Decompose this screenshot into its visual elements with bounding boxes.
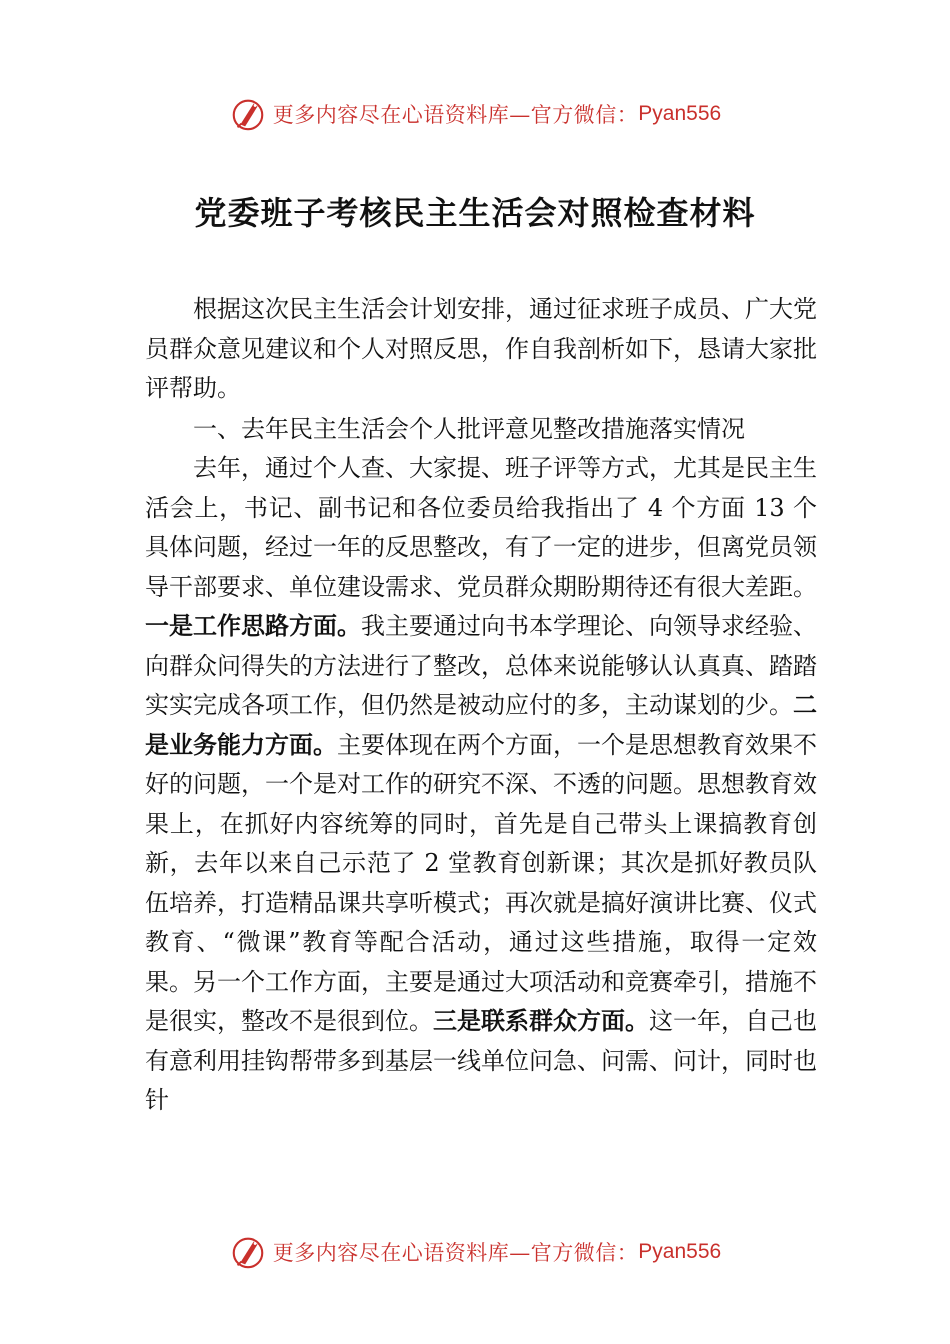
section-heading: 一、去年民主生活会个人批评意见整改措施落实情况 bbox=[193, 414, 745, 443]
lead-business-ability: 二是业务能力方面。 bbox=[145, 691, 817, 759]
paragraph-text: 主要体现在两个方面，一个是思想教育效果不好的问题，一个是对工作的研究不深、不透的问题。思想教育效果上，在抓好内容统筹的同时，首先是自己带头上课搞教育创新，去年以来自己示范了 2 堂教育创新课；其次是抓好教员队伍培养，打造精品课共享听模式；再次就是搞好演讲比赛、仪式教育、“微课”教育等配合活动，通过这些措施，取得一定效果。另一个工作方面，主要是通过大项活动和竞赛牵引，措施不是很实，整改不是很到位。 bbox=[145, 730, 817, 1035]
banner-text: 更多内容尽在心语资料库—官方微信： bbox=[272, 103, 639, 127]
banner-wechat-id: Pyan556 bbox=[638, 1240, 722, 1263]
main-paragraph bbox=[145, 449, 817, 1121]
paragraph-text: 去年，通过个人查、大家提、班子评等方式，尤其是民主生活会上，书记、副书记和各位委员给我指出了 4 个方面 13 个具体问题，经过一年的反思整改，有了一定的进步，但离党员领导干部要求、单位建设需求、党员群众期盼期待还有很大差距。 bbox=[145, 454, 817, 601]
banner-wechat-id: Pyan556 bbox=[638, 102, 722, 125]
document-title: 党委班子考核民主生活会对照检查材料 bbox=[194, 194, 756, 232]
intro-paragraph: 根据这次民主生活会计划安排，通过征求班子成员、广大党员群众意见建议和个人对照反思，作自我剖析如下，恳请大家批评帮助。 bbox=[145, 295, 817, 402]
lead-work-thinking: 一是工作思路方面。 bbox=[145, 612, 361, 640]
lead-contact-masses: 三是联系群众方面。 bbox=[433, 1007, 649, 1035]
paragraph-text: 我主要通过向书本学理论、向领导求经验、向群众问得失的方法进行了整改，总体来说能够认认真真、踏踏实实完成各项工作，但仍然是被动应付的多，主动谋划的少。 bbox=[145, 612, 817, 719]
paragraph-text: 这一年，自己也有意利用挂钩帮带多到基层一线单位问急、问需、问计，同时也针 bbox=[145, 1007, 817, 1114]
banner-text: 更多内容尽在心语资料库—官方微信： bbox=[272, 1241, 639, 1265]
document-body bbox=[145, 290, 817, 1121]
pen-nib-circle-icon bbox=[229, 95, 267, 133]
pen-nib-circle-icon bbox=[229, 1233, 267, 1271]
footer-banner bbox=[0, 1230, 950, 1274]
header-banner bbox=[0, 92, 950, 136]
